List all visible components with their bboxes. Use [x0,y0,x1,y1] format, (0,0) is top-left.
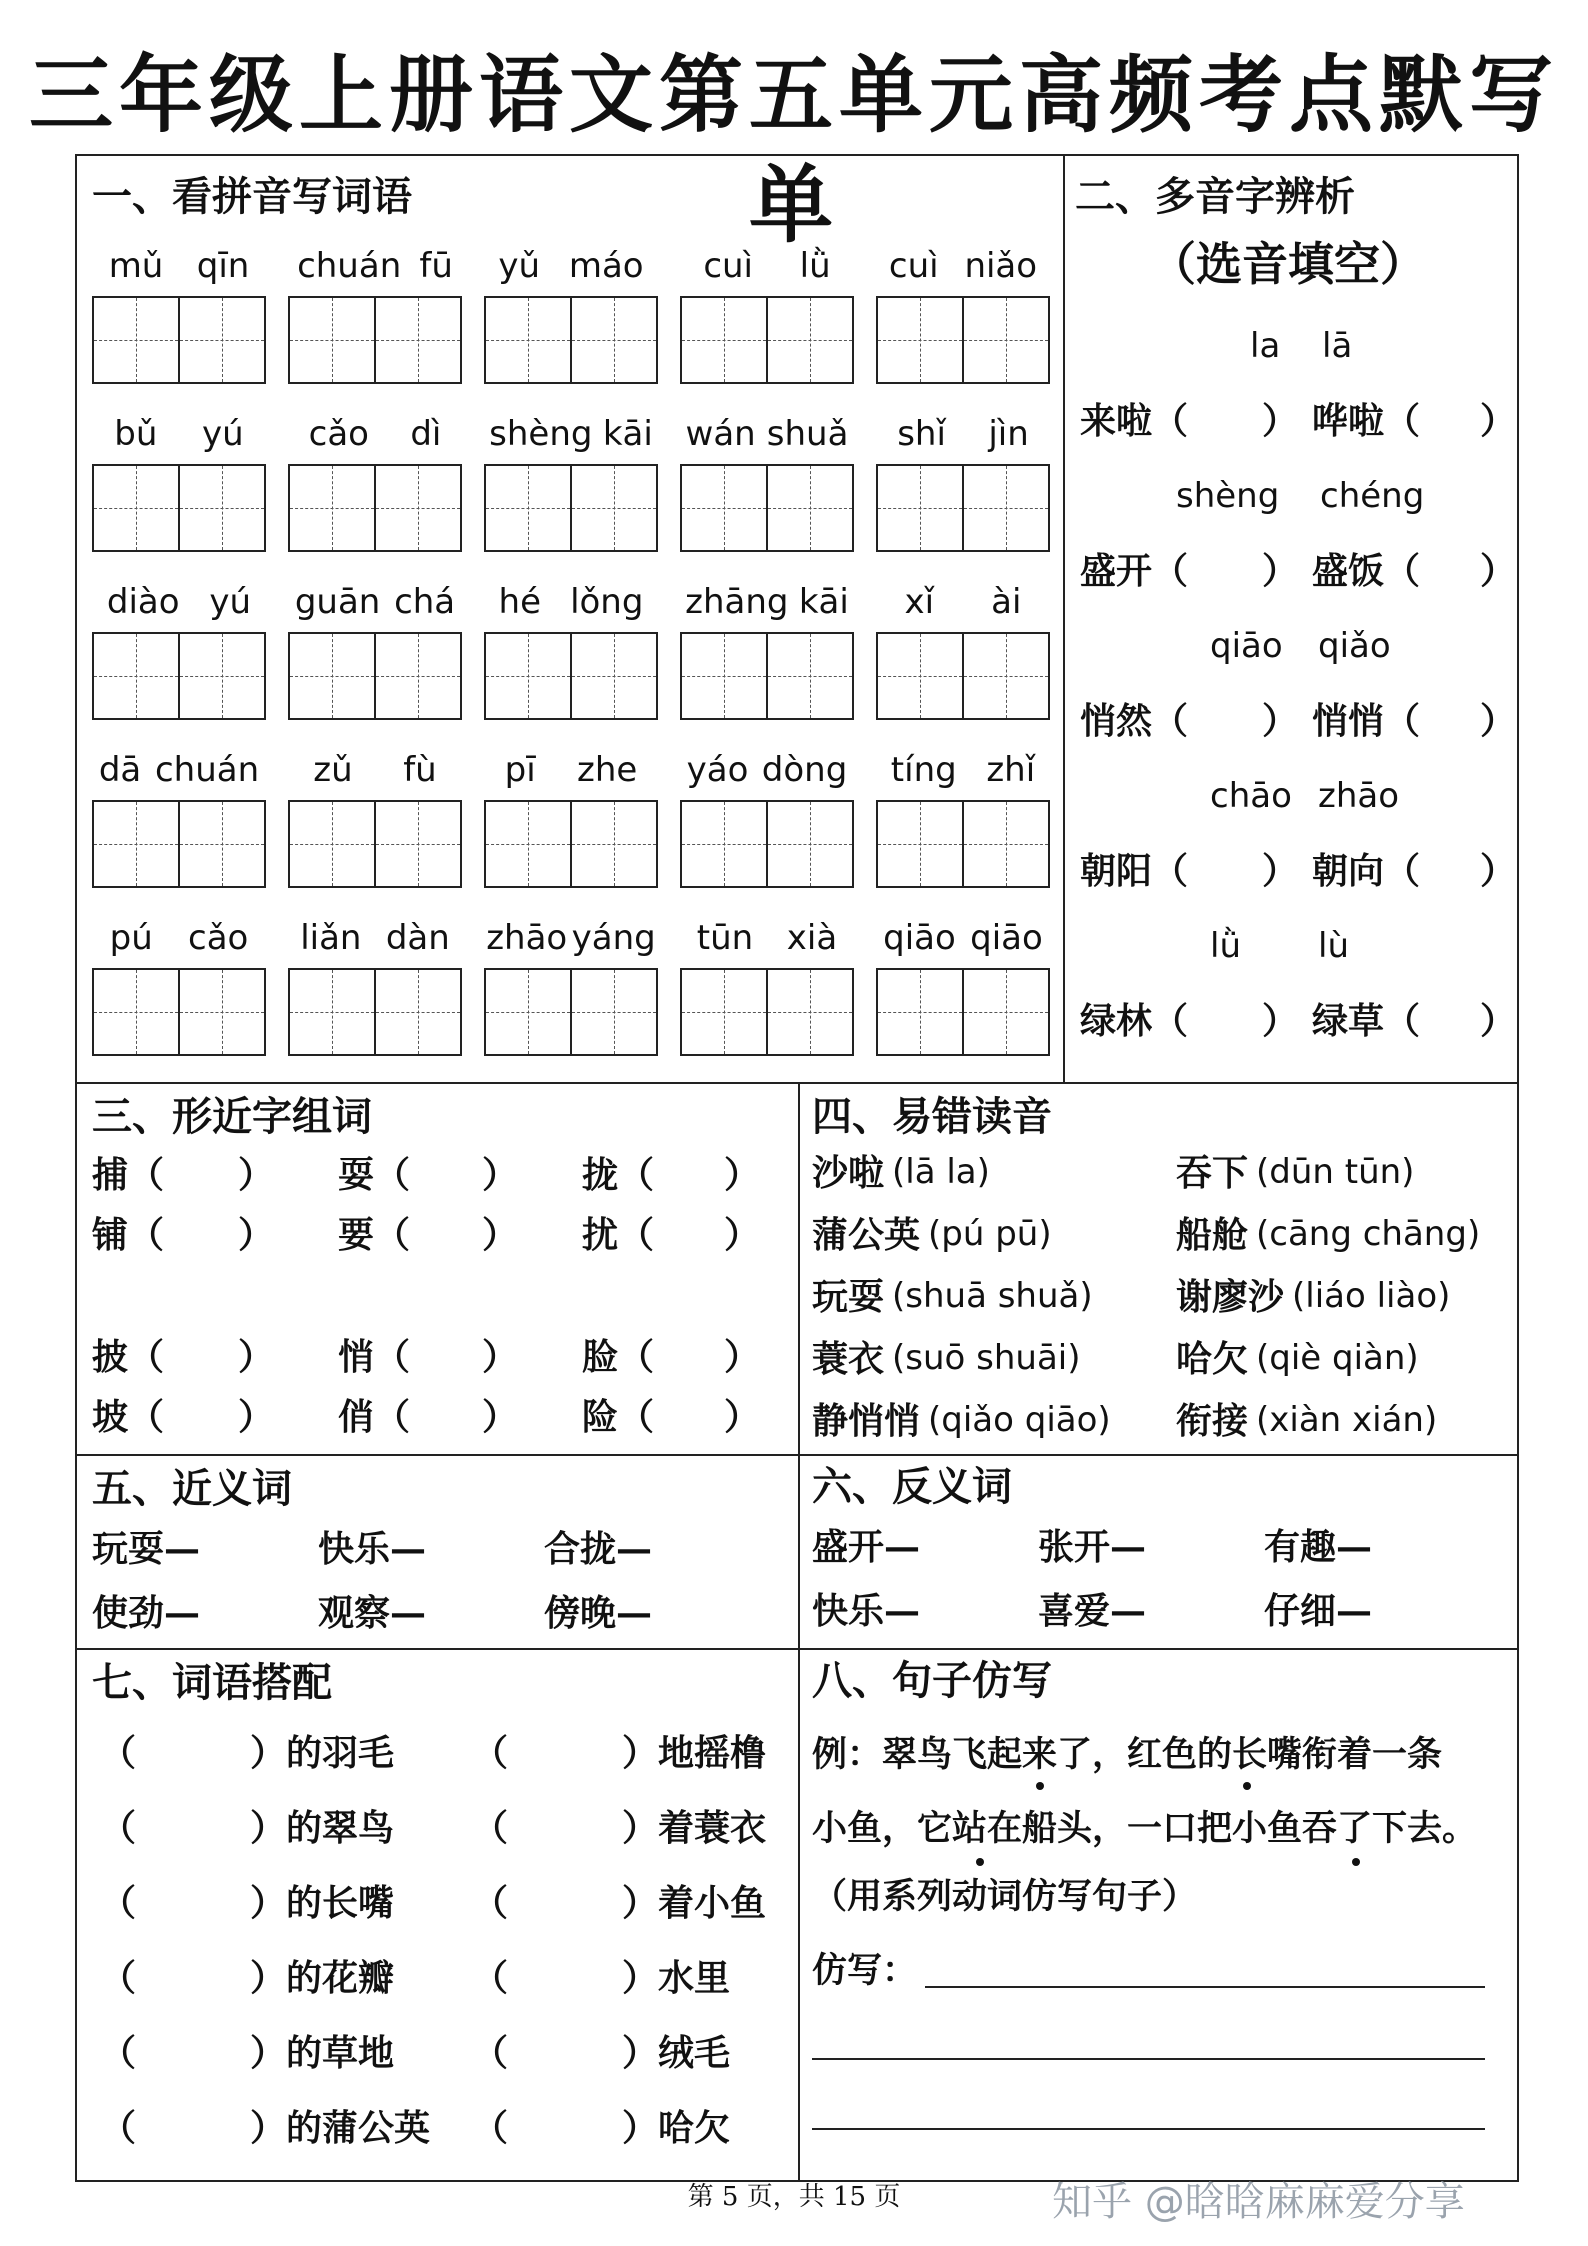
writing-box[interactable] [680,296,854,384]
pinyin-syllable: yǔ [498,246,541,286]
writing-cell[interactable] [94,298,180,382]
blank-open: （ [100,2032,137,2074]
writing-box[interactable] [92,632,266,720]
pinyin-syllable: qīn [196,246,250,286]
blank-open: （ [472,1957,509,1999]
pinyin-syllable: diào [106,582,180,622]
writing-cell[interactable] [964,802,1048,886]
pinyin-pair [876,246,1050,286]
pinyin-pair [288,582,462,622]
example-sentence-line-1: 例：翠鸟飞起来了，红色的长嘴衔着一条 [812,1734,1443,1775]
blank-open: （ [472,1882,509,1924]
writing-cell[interactable] [964,298,1048,382]
pinyin-option: chāo [1210,776,1292,816]
word-prompt: 绿草（ [1312,1000,1421,1042]
pinyin-syllable: yáo [686,750,749,790]
blank-close: ） [1262,400,1299,442]
section-two-title: 二、多音字辨析 [1075,173,1355,220]
pinyin-syllable: cuì [703,246,754,286]
pinyin-option: lù [1318,926,1349,966]
blank-close: ） [482,1154,519,1196]
blank-open: （ [472,1732,509,1774]
writing-box[interactable] [876,800,1050,888]
writing-box[interactable] [680,968,854,1056]
pinyin-syllable: chá [394,582,456,622]
pinyin-syllable: yú [209,582,252,622]
pinyin-pair [876,750,1050,790]
watermark: 知乎 @晗晗麻麻爱分享 [1052,2179,1465,2225]
writing-box[interactable] [876,968,1050,1056]
answer-line[interactable] [812,2128,1485,2130]
match-item-right: ）哈欠 [622,2107,731,2149]
writing-cell[interactable] [94,970,180,1054]
blank-close: ） [724,1154,761,1196]
pinyin-syllable: yú [202,414,244,454]
antonym-prompt: 盛开— [812,1526,921,1568]
page-footer: 第 5 页，共 15 页 [687,2182,901,2212]
blank-close: ） [238,1154,275,1196]
pinyin-syllable: ài [991,582,1022,622]
pinyin-syllable: pú [109,918,153,958]
reading-word: 蓑衣 [812,1338,885,1380]
blank-open: （ [472,2032,509,2074]
imitate-label: 仿写： [812,1950,918,1991]
pinyin-syllable: chuán [297,246,402,286]
writing-box[interactable] [288,464,462,552]
pinyin-syllable: máo [568,246,644,286]
pinyin-syllable: cǎo [188,918,249,958]
pinyin-syllable: tíng [890,750,957,790]
reading-options: (liáo liào) [1292,1276,1451,1316]
blank-close: ） [238,1396,275,1438]
match-item-left: ）的蒲公英 [250,2107,431,2149]
pinyin-syllable: xià [786,918,838,958]
writing-cell[interactable] [376,802,460,886]
word-prompt: 哗啦（ [1312,400,1421,442]
writing-box[interactable] [484,968,658,1056]
writing-cell[interactable] [682,802,768,886]
writing-box[interactable] [92,968,266,1056]
char-prompt: 捕（ [92,1154,165,1196]
writing-box[interactable] [680,632,854,720]
reading-options: (qiè qiàn) [1256,1338,1419,1378]
pinyin-option: lā [1322,326,1353,366]
reading-word: 吞下 [1176,1152,1249,1194]
word-prompt: 朝阳（ [1080,850,1189,892]
pinyin-syllable: dā [98,750,142,790]
emphasis-dot [1352,1858,1360,1866]
char-prompt: 要（ [338,1214,411,1256]
reading-options: (xiàn xián) [1256,1400,1438,1440]
writing-box[interactable] [92,800,266,888]
char-prompt: 拢（ [582,1154,655,1196]
writing-box[interactable] [876,464,1050,552]
pinyin-option: qiǎo [1318,626,1391,666]
writing-cell[interactable] [290,970,376,1054]
antonym-prompt: 快乐— [812,1590,921,1632]
word-prompt: 来啦（ [1080,400,1189,442]
pinyin-option: lǜ [1210,926,1241,966]
match-item-left: ）的花瓣 [250,1957,395,1999]
pinyin-pair [288,750,462,790]
pinyin-syllable: zhǐ [986,750,1036,790]
blank-close: ） [1262,700,1299,742]
reading-word: 衔接 [1176,1400,1249,1442]
match-item-right: ）水里 [622,1957,731,1999]
writing-cell[interactable] [94,466,180,550]
writing-cell[interactable] [878,970,964,1054]
synonym-prompt: 玩耍— [92,1528,201,1570]
writing-cell[interactable] [572,298,656,382]
pinyin-pair [680,582,854,622]
pinyin-syllable: dàn [385,918,450,958]
char-prompt: 俏（ [338,1396,411,1438]
pinyin-pair [680,414,854,454]
blank-close: ） [238,1336,275,1378]
writing-cell[interactable] [878,802,964,886]
writing-cell[interactable] [290,634,376,718]
pinyin-pair [484,246,658,286]
blank-close: ） [1480,550,1517,592]
pinyin-pair [484,918,658,958]
blank-close: ） [1480,400,1517,442]
writing-cell[interactable] [290,466,376,550]
pinyin-pair [288,414,462,454]
blank-close: ） [482,1336,519,1378]
writing-cell[interactable] [768,802,852,886]
reading-options: (qiǎo qiāo) [928,1400,1111,1440]
match-item-left: ）的长嘴 [250,1882,395,1924]
pinyin-syllable: fù [403,750,437,790]
pinyin-pair [92,750,266,790]
writing-cell[interactable] [486,466,572,550]
reading-word: 蒲公英 [812,1214,921,1256]
pinyin-syllable: kāi [798,582,849,622]
writing-cell[interactable] [486,802,572,886]
blank-open: （ [100,1807,137,1849]
writing-cell[interactable] [682,298,768,382]
pinyin-pair [484,750,658,790]
antonym-prompt: 喜爱— [1038,1590,1147,1632]
pinyin-syllable: hé [498,582,541,622]
blank-open: （ [100,1957,137,1999]
synonym-prompt: 快乐— [318,1528,427,1570]
example-sentence-line-2: 小鱼，它站在船头，一口把小鱼吞了下去。 [812,1808,1478,1849]
blank-open: （ [472,1807,509,1849]
pinyin-syllable: zhāo [486,918,568,958]
section-eight-title: 八、句子仿写 [812,1657,1052,1704]
synonym-prompt: 合拢— [544,1528,653,1570]
word-prompt: 悄悄（ [1312,700,1421,742]
match-item-right: ）绒毛 [622,2032,731,2074]
pinyin-syllable: wán [685,414,756,454]
reading-word: 玩耍 [812,1276,885,1318]
writing-box[interactable] [680,464,854,552]
writing-cell[interactable] [768,634,852,718]
pinyin-syllable: dì [410,414,442,454]
pinyin-pair [92,246,266,286]
match-item-left: ）的草地 [250,2032,395,2074]
pinyin-syllable: shuǎ [766,414,849,454]
pinyin-syllable: chuán [154,750,260,790]
writing-box[interactable] [680,800,854,888]
writing-cell[interactable] [180,298,264,382]
reading-word: 沙啦 [812,1152,885,1194]
blank-close: ） [1262,1000,1299,1042]
writing-cell[interactable] [290,298,376,382]
pinyin-syllable: yáng [571,918,656,958]
pinyin-syllable: mǔ [108,246,164,286]
writing-cell[interactable] [768,466,852,550]
writing-cell[interactable] [94,802,180,886]
word-prompt: 悄然（ [1080,700,1189,742]
reading-options: (dūn tūn) [1256,1152,1415,1192]
blank-close: ） [1480,700,1517,742]
writing-cell[interactable] [878,298,964,382]
pinyin-pair [288,918,462,958]
writing-cell[interactable] [572,970,656,1054]
writing-box[interactable] [876,632,1050,720]
pinyin-pair [876,918,1050,958]
writing-cell[interactable] [180,466,264,550]
writing-box[interactable] [288,296,462,384]
writing-cell[interactable] [376,466,460,550]
section-four-title: 四、易错读音 [812,1093,1052,1140]
pinyin-pair [680,246,854,286]
blank-close: ） [1480,1000,1517,1042]
pinyin-option: zhāo [1318,776,1400,816]
writing-cell[interactable] [964,970,1048,1054]
char-prompt: 扰（ [582,1214,655,1256]
writing-cell[interactable] [180,970,264,1054]
writing-box[interactable] [288,632,462,720]
match-item-left: ）的翠鸟 [250,1807,395,1849]
writing-cell[interactable] [964,466,1048,550]
section-two-subtitle: （选音填空） [1150,237,1426,291]
pinyin-syllable: zhe [577,750,638,790]
reading-word: 船舱 [1176,1214,1249,1256]
pinyin-pair [680,750,854,790]
writing-cell[interactable] [572,634,656,718]
antonym-prompt: 有趣— [1264,1526,1373,1568]
match-item-right: ）地摇橹 [622,1732,767,1774]
char-prompt: 披（ [92,1336,165,1378]
antonym-prompt: 仔细— [1264,1590,1373,1632]
writing-cell[interactable] [682,970,768,1054]
word-prompt: 朝向（ [1312,850,1421,892]
reading-word: 谢廖沙 [1176,1276,1285,1318]
section-five-title: 五、近义词 [92,1465,292,1512]
match-item-right: ）着蓑衣 [622,1807,767,1849]
writing-cell[interactable] [878,634,964,718]
pinyin-syllable: zǔ [313,750,353,790]
writing-cell[interactable] [290,802,376,886]
section-two-frame [1063,154,1519,1084]
writing-cell[interactable] [486,298,572,382]
writing-cell[interactable] [768,298,852,382]
section-seven-title: 七、词语搭配 [92,1659,332,1706]
reading-options: (suō shuāi) [892,1338,1081,1378]
pinyin-syllable: fū [419,246,453,286]
pinyin-syllable: lǒng [570,582,644,622]
reading-word: 哈欠 [1176,1338,1249,1380]
pinyin-pair [484,414,658,454]
answer-line[interactable] [812,2058,1485,2060]
section-three-title: 三、形近字组词 [92,1093,372,1140]
blank-open: （ [100,2107,137,2149]
writing-cell[interactable] [682,466,768,550]
writing-cell[interactable] [376,298,460,382]
blank-close: ） [238,1214,275,1256]
pinyin-option: la [1250,326,1281,366]
writing-box[interactable] [92,296,266,384]
writing-cell[interactable] [376,970,460,1054]
reading-options: (lā la) [892,1152,990,1192]
pinyin-pair [876,582,1050,622]
emphasis-dot [1243,1782,1251,1790]
reading-options: (shuā shuǎ) [892,1276,1093,1316]
pinyin-syllable: qiāo [970,918,1043,958]
writing-box[interactable] [288,800,462,888]
pinyin-pair [92,414,266,454]
word-prompt: 盛开（ [1080,550,1189,592]
writing-box[interactable] [484,632,658,720]
writing-cell[interactable] [180,802,264,886]
char-prompt: 脸（ [582,1336,655,1378]
blank-close: ） [482,1214,519,1256]
pinyin-syllable: cǎo [308,414,369,454]
blank-close: ） [724,1396,761,1438]
writing-cell[interactable] [376,634,460,718]
char-prompt: 耍（ [338,1154,411,1196]
antonym-prompt: 张开— [1038,1526,1147,1568]
writing-cell[interactable] [486,634,572,718]
blank-close: ） [724,1336,761,1378]
blank-open: （ [472,2107,509,2149]
match-item-left: ）的羽毛 [250,1732,395,1774]
blank-open: （ [100,1882,137,1924]
page-title: 三年级上册语文第五单元高频考点默写单 [28,45,1559,254]
writing-cell[interactable] [94,634,180,718]
reading-options: (cāng chāng) [1256,1214,1481,1254]
reading-word: 静悄悄 [812,1400,921,1442]
writing-box[interactable] [484,296,658,384]
pinyin-pair [680,918,854,958]
synonym-prompt: 观察— [318,1592,427,1634]
pinyin-pair [92,582,266,622]
writing-cell[interactable] [486,970,572,1054]
pinyin-syllable: qiāo [883,918,956,958]
pinyin-pair [288,246,462,286]
pinyin-syllable: cuì [888,246,939,286]
writing-box[interactable] [484,800,658,888]
char-prompt: 坡（ [92,1396,165,1438]
pinyin-pair [92,918,266,958]
blank-close: ） [1480,850,1517,892]
pinyin-syllable: guān [294,582,381,622]
writing-cell[interactable] [572,802,656,886]
writing-cell[interactable] [964,634,1048,718]
pinyin-syllable: shǐ [897,414,946,454]
pinyin-syllable: shèng [489,414,593,454]
emphasis-dot [1036,1782,1044,1790]
pinyin-pair [484,582,658,622]
emphasis-dot [976,1858,984,1866]
pinyin-syllable: jìn [988,414,1029,454]
word-prompt: 绿林（ [1080,1000,1189,1042]
char-prompt: 悄（ [338,1336,411,1378]
pinyin-syllable: kāi [602,414,653,454]
writing-box[interactable] [876,296,1050,384]
pinyin-syllable: pī [504,750,536,790]
pinyin-syllable: xǐ [904,582,935,622]
char-prompt: 铺（ [92,1214,165,1256]
pinyin-syllable: tūn [696,918,754,958]
pinyin-syllable: liǎn [300,918,362,958]
pinyin-option: shèng [1176,476,1280,516]
writing-box[interactable] [484,464,658,552]
synonym-prompt: 傍晚— [544,1592,653,1634]
blank-close: ） [482,1396,519,1438]
pinyin-syllable: bǔ [114,414,158,454]
writing-cell[interactable] [180,634,264,718]
writing-cell[interactable] [682,634,768,718]
blank-close: ） [724,1214,761,1256]
match-item-right: ）着小鱼 [622,1882,767,1924]
pinyin-syllable: zhāng [685,582,789,622]
section-six-title: 六、反义词 [812,1463,1012,1510]
writing-box[interactable] [92,464,266,552]
pinyin-syllable: lǜ [799,246,831,286]
writing-cell[interactable] [768,970,852,1054]
writing-cell[interactable] [878,466,964,550]
section-one-title: 一、看拼音写词语 [92,173,412,220]
blank-close: ） [1262,550,1299,592]
answer-line[interactable] [925,1986,1485,1988]
pinyin-syllable: dòng [761,750,848,790]
blank-close: ） [1262,850,1299,892]
pinyin-syllable: niǎo [964,246,1038,286]
reading-options: (pú pū) [928,1214,1052,1254]
synonym-prompt: 使劲— [92,1592,201,1634]
writing-cell[interactable] [572,466,656,550]
writing-box[interactable] [288,968,462,1056]
pinyin-option: qiāo [1210,626,1283,666]
pinyin-option: chéng [1320,476,1425,516]
char-prompt: 险（ [582,1396,655,1438]
blank-open: （ [100,1732,137,1774]
pinyin-pair [876,414,1050,454]
word-prompt: 盛饭（ [1312,550,1421,592]
instruction-note: （用系列动词仿写句子） [812,1876,1198,1917]
